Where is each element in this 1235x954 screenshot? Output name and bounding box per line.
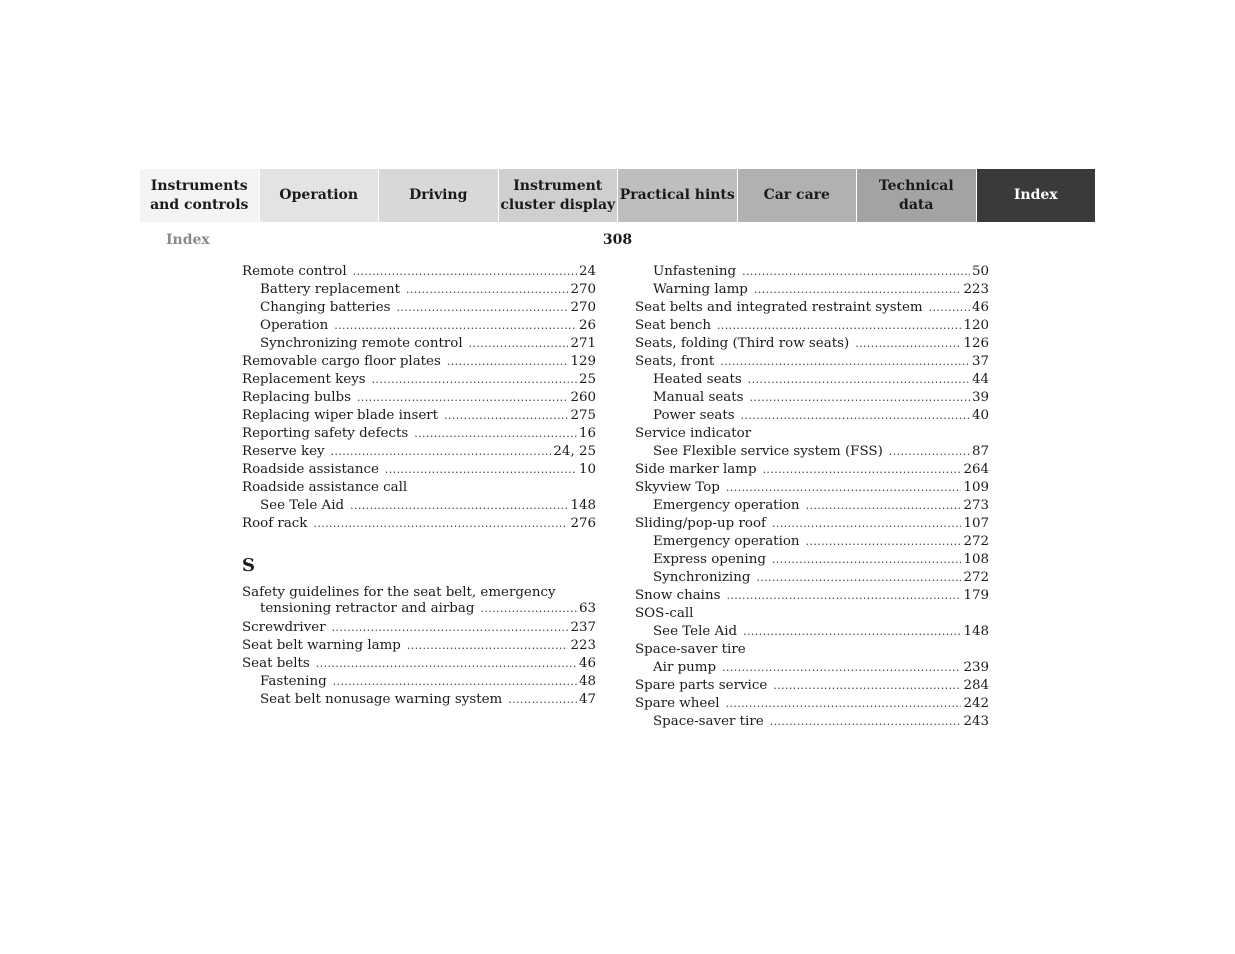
page-ref: 24 [578, 264, 596, 279]
index-entry[interactable]: Snow chains ..... 179 [635, 587, 989, 605]
index-entry[interactable]: Side marker lamp ..... 264 [635, 461, 989, 479]
index-entry[interactable]: SOS-call [635, 606, 694, 621]
index-subentry[interactable]: Manual seats ..... 39 [635, 389, 989, 407]
page-ref: 50 [971, 264, 989, 279]
index-entry[interactable]: Removable cargo floor plates ..... 129 [242, 353, 596, 371]
page-ref: 63 [578, 601, 596, 616]
page-ref: 48 [578, 674, 596, 689]
index-entry[interactable]: Seat belts ..... 46 [242, 655, 596, 673]
index-entry[interactable]: Seat bench ..... 120 [635, 317, 989, 335]
page-ref: 46 [578, 656, 596, 671]
tab-instrument-cluster-display[interactable]: Instrument cluster display [499, 169, 619, 222]
page-ref: 272 [963, 570, 989, 585]
index-subentry[interactable]: See Tele Aid ..... 148 [242, 497, 596, 515]
page-ref: 107 [963, 516, 989, 531]
index-entry[interactable]: Replacing wiper blade insert ..... 275 [242, 407, 596, 425]
index-entry[interactable]: Seats, front ..... 37 [635, 353, 989, 371]
page-ref: 126 [963, 336, 989, 351]
index-subentry[interactable]: Seat belt nonusage warning system ..... 47 [242, 691, 596, 709]
tab-car-care[interactable]: Car care [738, 169, 858, 222]
index-subentry[interactable]: Emergency operation ..... 272 [635, 533, 989, 551]
section-label: Index [166, 232, 210, 248]
index-subentry[interactable]: Space-saver tire ..... 243 [635, 713, 989, 731]
page-ref: 26 [578, 318, 596, 333]
page-ref: 148 [963, 624, 989, 639]
page-ref: 273 [963, 498, 989, 513]
index-column-right [635, 263, 989, 731]
index-entry[interactable]: Roadside assistance ..... 10 [242, 461, 596, 479]
index-subentry[interactable]: See Tele Aid ..... 148 [635, 623, 989, 641]
index-entry[interactable]: Screwdriver ..... 237 [242, 619, 596, 637]
page-ref: 120 [963, 318, 989, 333]
index-subentry[interactable]: Synchronizing ..... 272 [635, 569, 989, 587]
index-entry[interactable]: Roadside assistance call [242, 480, 408, 495]
page-ref: 264 [963, 462, 989, 477]
page-ref: 44 [971, 372, 989, 387]
tab-driving[interactable]: Driving [379, 169, 499, 222]
index-subentry[interactable]: Power seats ..... 40 [635, 407, 989, 425]
page-number: 308 [602, 232, 633, 248]
index-subentry[interactable]: Changing batteries ..... 270 [242, 299, 596, 317]
index-subentry[interactable]: Synchronizing remote control ..... 271 [242, 335, 596, 353]
page-ref: 239 [963, 660, 989, 675]
page-ref: 284 [963, 678, 989, 693]
page-ref: 25 [578, 372, 596, 387]
index-entry-continuation[interactable]: tensioning retractor and airbag ..... 63 [242, 601, 596, 619]
tab-index[interactable]: Index [977, 169, 1096, 222]
index-entry[interactable]: Seat belt warning lamp ..... 223 [242, 637, 596, 655]
index-subentry[interactable]: Air pump ..... 239 [635, 659, 989, 677]
page-ref: 87 [971, 444, 989, 459]
page-ref: 179 [963, 588, 989, 603]
index-subentry[interactable]: Fastening ..... 48 [242, 673, 596, 691]
index-entry[interactable]: Service indicator [635, 426, 752, 441]
index-subentry[interactable]: Emergency operation ..... 273 [635, 497, 989, 515]
index-subentry[interactable]: Operation ..... 26 [242, 317, 596, 335]
page-ref: 276 [570, 516, 596, 531]
index-subentry[interactable]: Unfastening ..... 50 [635, 263, 989, 281]
tab-operation[interactable]: Operation [260, 169, 380, 222]
index-entry[interactable]: Reporting safety defects ..... 16 [242, 425, 596, 443]
page-ref: 243 [963, 714, 989, 729]
index-entry[interactable]: Space-saver tire [635, 642, 746, 657]
page-ref: 40 [971, 408, 989, 423]
page-ref: 270 [570, 282, 596, 297]
index-subentry[interactable]: Heated seats ..... 44 [635, 371, 989, 389]
tab-practical-hints[interactable]: Practical hints [618, 169, 738, 222]
index-entry[interactable]: Replacing bulbs ..... 260 [242, 389, 596, 407]
chapter-tab-bar [140, 169, 1095, 222]
page-ref: 270 [570, 300, 596, 315]
index-entry[interactable]: Safety guidelines for the seat belt, emergency [242, 585, 556, 600]
index-entry[interactable]: Replacement keys ..... 25 [242, 371, 596, 389]
page-ref: 10 [578, 462, 596, 477]
index-entry[interactable]: Remote control ..... 24 [242, 263, 596, 281]
page-ref: 108 [963, 552, 989, 567]
page-ref: 223 [570, 638, 596, 653]
index-subentry[interactable]: Battery replacement ..... 270 [242, 281, 596, 299]
index-letter-heading: S [242, 555, 255, 576]
index-entry[interactable]: Seat belts and integrated restraint system ..... 46 [635, 299, 989, 317]
index-subentry[interactable]: Express opening ..... 108 [635, 551, 989, 569]
page-ref: 272 [963, 534, 989, 549]
tab-technical-data[interactable]: Technical data [857, 169, 977, 222]
index-entry[interactable]: Spare wheel ..... 242 [635, 695, 989, 713]
index-column-left [242, 263, 596, 709]
page-ref: 46 [971, 300, 989, 315]
index-entry[interactable]: Roof rack ..... 276 [242, 515, 596, 533]
page-ref: 223 [963, 282, 989, 297]
page-ref: 275 [570, 408, 596, 423]
page-ref: 39 [971, 390, 989, 405]
index-subentry[interactable]: Warning lamp ..... 223 [635, 281, 989, 299]
page-ref: 260 [570, 390, 596, 405]
index-subentry[interactable]: See Flexible service system (FSS) ..... 87 [635, 443, 989, 461]
page-ref: 47 [578, 692, 596, 707]
page-ref: 148 [570, 498, 596, 513]
page-ref: 129 [570, 354, 596, 369]
page-ref: 242 [963, 696, 989, 711]
page-ref: 16 [578, 426, 596, 441]
page-ref: 237 [570, 620, 596, 635]
page-ref: 24, 25 [553, 444, 596, 459]
page-ref: 271 [570, 336, 596, 351]
page-ref: 109 [963, 480, 989, 495]
index-entry[interactable]: Skyview Top ..... 109 [635, 479, 989, 497]
index-entry[interactable]: Spare parts service ..... 284 [635, 677, 989, 695]
index-entry[interactable]: Seats, folding (Third row seats) ..... 126 [635, 335, 989, 353]
index-entry[interactable]: Reserve key ..... 24, 25 [242, 443, 596, 461]
tab-instruments-and-controls[interactable]: Instruments and controls [140, 169, 260, 222]
page-ref: 37 [971, 354, 989, 369]
index-entry[interactable]: Sliding/pop-up roof ..... 107 [635, 515, 989, 533]
